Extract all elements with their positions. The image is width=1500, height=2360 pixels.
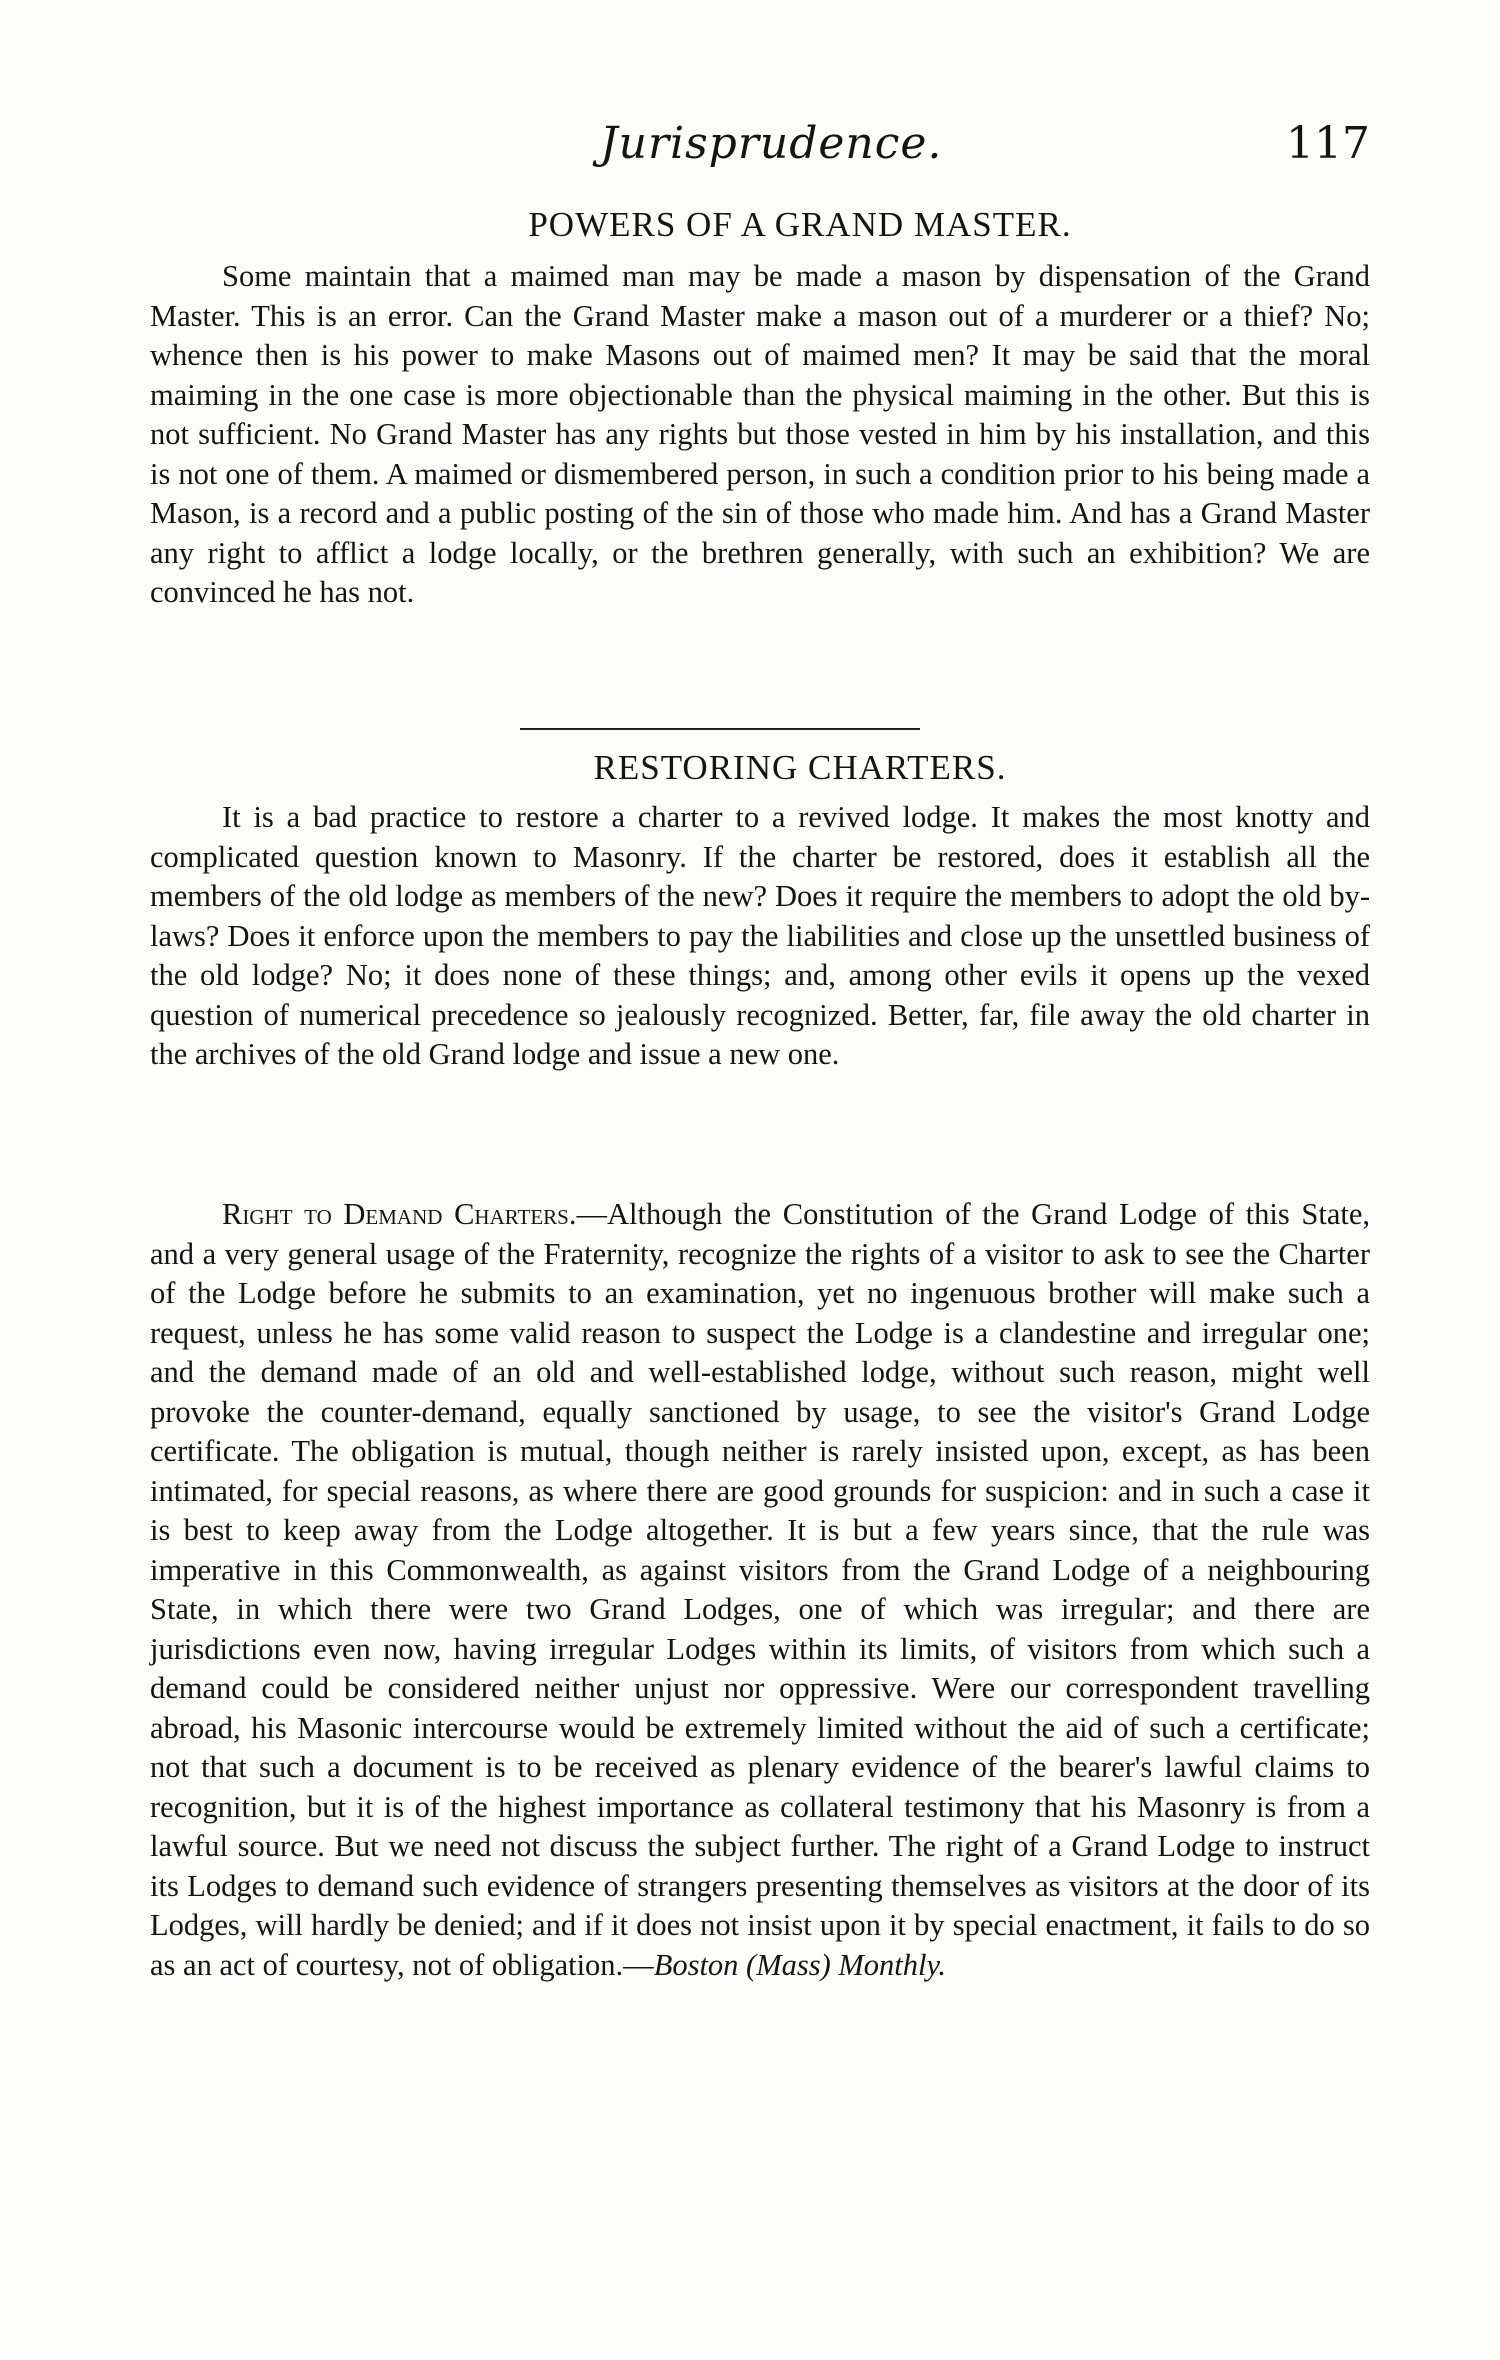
section-restoring-charters — [150, 748, 1370, 1075]
section-divider — [520, 728, 920, 730]
run-in-heading: Right to Demand Charters. — [222, 1197, 577, 1231]
section-body — [150, 1195, 1370, 1985]
page-header — [150, 118, 1370, 178]
body-text: —Although the Constitution of the Grand Lodge of this State, and a very general usage of the Fraternity, recognize the rights of a visitor to ask to see the Charter of the Lodge before he submits to an examination, yet no ingenuous brother will make such a request, unless he has some valid reason to suspect the Lodge is a clandestine and irregular one; and the demand made of an old and well-established lodge, without such reason, might well provoke the counter-demand, equally sanctioned by usage, to see the visitor's Grand Lodge certificate. The obligation is mutual, though neither is rarely insisted upon, except, as has been intimated, for special reasons, as where there are good grounds for suspicion: and in such a case it is best to keep away from the Lodge altogether. It is but a few years since, that the rule was imperative in this Commonwealth, as against visitors from the Grand Lodge of a neighbouring State, in which there were two Grand Lodges, one of which was irregular; and there are jurisdictions even now, having irregular Lodges within its limits, of visitors from which such a demand could be considered neither unjust nor oppressive. Were our correspondent travelling abroad, his Masonic intercourse would be extremely limited without the aid of such a certificate; not that such a document is to be received as plenary evidence of the bearer's lawful claims to recognition, but it is of the highest importance as collateral testimony that his Masonry is from a lawful source. But we need not discuss the subject further. The right of a Grand Lodge to instruct its Lodges to demand such evidence of strangers presenting themselves as visitors at the door of its Lodges, will hardly be denied; and if it does not insist upon it by special enactment, it fails to do so as an act of courtesy, not of obligation.— — [150, 1197, 1370, 1982]
section-heading: RESTORING CHARTERS. — [593, 748, 1007, 787]
section-body: It is a bad practice to restore a charter to a revived lodge. It makes the most knotty and complicated question known to Masonry. If the charter be restored, does it establish all the members of the old lodge as members of the new? Does it require the members to adopt the old by-laws? Does it enforce upon the members to pay the liabilities and close up the unsettled business of the old lodge? No; it does none of these things; and, among other evils it opens up the vexed question of numerical precedence so jealously recognized. Better, far, file away the old charter in the archives of the old Grand lodge and issue a new one. — [150, 800, 1370, 1071]
source-citation: Boston (Mass) Monthly. — [653, 1947, 946, 1982]
section-right-to-demand-charters — [150, 1195, 1370, 1985]
page-number: 117 — [1286, 118, 1370, 169]
running-title: Jurisprudence. — [600, 118, 943, 169]
section-heading: POWERS OF A GRAND MASTER. — [528, 205, 1072, 244]
section-powers-of-grand-master — [150, 205, 1370, 613]
section-body: Some maintain that a maimed man may be made a mason by dispensation of the Grand Master. This is an error. Can the Grand Master make a mason out of a murderer or a thief? No; whence then is his power to make Masons out of maimed men? It may be said that the moral maiming in the one case is more objectionable than the physical maiming in the other. But this is not sufficient. No Grand Master has any rights but those vested in him by his installation, and this is not one of them. A maimed or dismembered person, in such a condition prior to his being made a Mason, is a record and a public posting of the sin of those who made him. And has a Grand Master any right to afflict a lodge locally, or the brethren generally, with such an exhibition? We are convinced he has not. — [150, 259, 1370, 609]
